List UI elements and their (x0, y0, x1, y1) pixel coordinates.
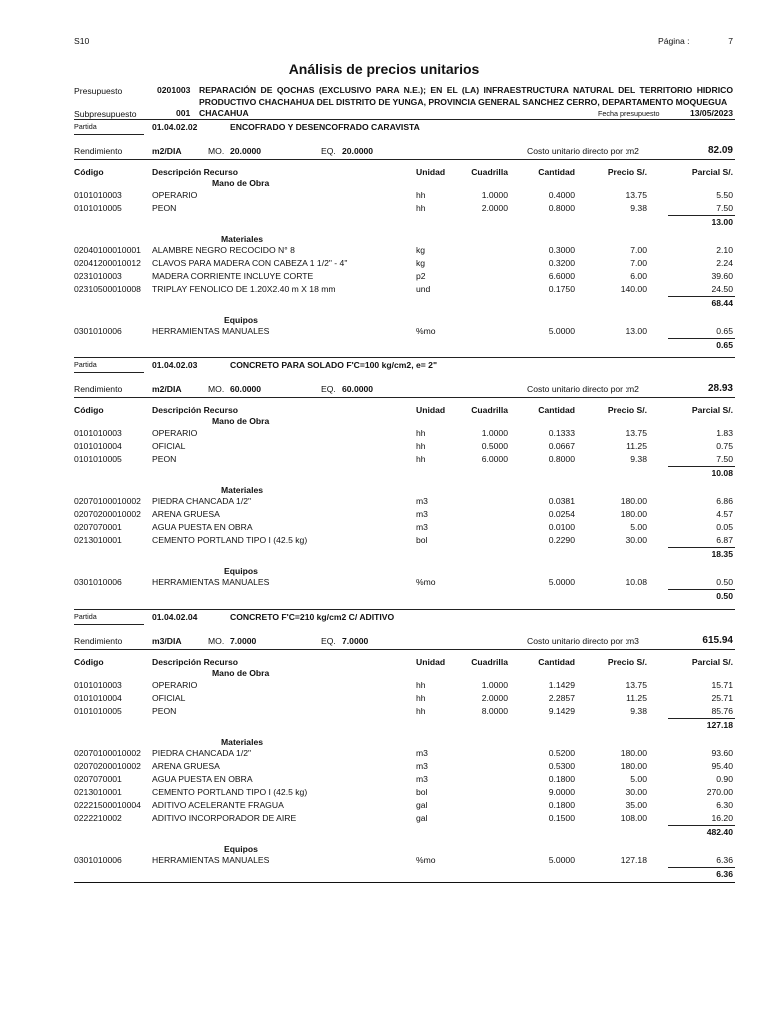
subpresupuesto-name: CHACAHUA (199, 108, 249, 118)
page-number: 7 (728, 36, 733, 46)
mano-obra-row-parcial: 1.83 (716, 428, 733, 438)
material-row-unit: bol (416, 787, 428, 797)
mano-obra-row-cantidad: 1.1429 (548, 680, 575, 690)
costo-rule (404, 397, 735, 398)
material-row-precio: 6.00 (630, 271, 647, 281)
mo-value: 60.0000 (230, 384, 262, 394)
subtotal-rule (668, 215, 735, 216)
col-header-unidad: Unidad (416, 657, 446, 667)
material-row-parcial: 93.60 (711, 748, 733, 758)
page-title: Análisis de precios unitarios (288, 61, 480, 77)
mano-obra-row-unit: hh (416, 441, 426, 451)
partida-name: CONCRETO PARA SOLADO F'C=100 kg/cm2, e= 2" (230, 360, 438, 370)
material-row-precio: 180.00 (620, 761, 647, 771)
mano-obra-row-description: OPERARIO (152, 428, 198, 438)
material-row-cantidad: 0.0381 (548, 496, 575, 506)
material-row-parcial: 4.57 (716, 509, 733, 519)
material-row-precio: 7.00 (630, 258, 647, 268)
material-row-unit: kg (416, 258, 426, 268)
material-row-code: 0207070001 (74, 774, 122, 784)
equipo-row-code: 0301010006 (74, 577, 122, 587)
mano-obra-subtotal: 10.08 (711, 468, 733, 478)
material-row-parcial: 6.87 (716, 535, 733, 545)
eq-label: EQ. (321, 146, 336, 156)
material-row-code: 02070100010002 (74, 496, 141, 506)
material-row-parcial: 2.10 (716, 245, 733, 255)
page-bottom-rule (74, 882, 735, 883)
col-header-descripcion: Descripción Recurso (152, 167, 238, 177)
mo-label: MO. (208, 384, 225, 394)
costo-rule (404, 649, 735, 650)
mano-obra-row-unit: hh (416, 693, 426, 703)
partida-name-rule (74, 134, 144, 135)
material-row-precio: 5.00 (630, 774, 647, 784)
rendimiento-label: Rendimiento (74, 384, 123, 394)
mo-value: 20.0000 (230, 146, 262, 156)
material-row-description: ADITIVO ACELERANTE FRAGUA (152, 800, 284, 810)
material-row-cantidad: 0.3200 (548, 258, 575, 268)
mano-obra-row-unit: hh (416, 706, 426, 716)
material-row-code: 02070200010002 (74, 761, 141, 771)
partida-top-rule (74, 357, 735, 358)
fecha-value: 13/05/2023 (689, 108, 733, 118)
section-equipos: Equipos (224, 566, 258, 576)
partida-name-rule (74, 372, 144, 373)
material-row-code: 02040100010001 (74, 245, 141, 255)
mano-obra-row-cantidad: 0.8000 (548, 454, 575, 464)
material-row-description: ADITIVO INCORPORADOR DE AIRE (152, 813, 297, 823)
section-equipos: Equipos (224, 844, 258, 854)
mano-obra-row-description: PEON (152, 454, 177, 464)
presupuesto-name-line2: PRODUCTIVO CHACHAHUA DEL DISTRITO DE YUNGA, PROVINCIA GENERAL SANCHEZ CERRO, DEPARTAMENTO MOQUEGUA (199, 97, 728, 107)
page-label: Página : (658, 36, 690, 46)
col-header-precio: Precio S/. (607, 405, 647, 415)
material-row-parcial: 16.20 (711, 813, 733, 823)
eq-value: 60.0000 (342, 384, 374, 394)
material-row-code: 02070100010002 (74, 748, 141, 758)
mano-obra-row-precio: 9.38 (630, 706, 647, 716)
mano-obra-row-cuadrilla: 2.0000 (481, 203, 508, 213)
mano-obra-row-parcial: 15.71 (711, 680, 733, 690)
mano-obra-row-cuadrilla: 2.0000 (481, 693, 508, 703)
mano-obra-row-precio: 13.75 (625, 428, 647, 438)
material-row-precio: 180.00 (620, 496, 647, 506)
col-header-cuadrilla: Cuadrilla (471, 167, 508, 177)
material-row-unit: p2 (416, 271, 426, 281)
material-row-precio: 30.00 (625, 787, 647, 797)
materiales-subtotal: 18.35 (711, 549, 733, 559)
equipo-row-precio: 13.00 (625, 326, 647, 336)
mano-obra-row-unit: hh (416, 190, 426, 200)
report-code: S10 (74, 36, 90, 46)
material-row-description: TRIPLAY FENOLICO DE 1.20X2.40 m X 18 mm (152, 284, 336, 294)
material-row-cantidad: 0.3000 (548, 245, 575, 255)
costo-label: Costo unitario directo por : (527, 636, 628, 646)
equipo-row-precio: 10.08 (625, 577, 647, 587)
rendimiento-label: Rendimiento (74, 146, 123, 156)
material-row-precio: 35.00 (625, 800, 647, 810)
material-row-precio: 7.00 (630, 245, 647, 255)
mano-obra-row-code: 0101010003 (74, 680, 122, 690)
col-header-parcial: Parcial S/. (691, 405, 733, 415)
mano-obra-row-code: 0101010003 (74, 428, 122, 438)
equipo-row-unit: %mo (416, 577, 436, 587)
material-row-parcial: 270.00 (706, 787, 733, 797)
mano-obra-row-parcial: 85.76 (711, 706, 733, 716)
mano-obra-row-cantidad: 0.4000 (548, 190, 575, 200)
mano-obra-row-parcial: 0.75 (716, 441, 733, 451)
col-header-codigo: Código (74, 405, 104, 415)
costo-total: 82.09 (707, 145, 733, 156)
material-row-unit: bol (416, 535, 428, 545)
material-row-parcial: 0.05 (716, 522, 733, 532)
section-mano-de-obra: Mano de Obra (212, 668, 270, 678)
material-row-code: 0231010003 (74, 271, 122, 281)
mano-obra-row-cuadrilla: 1.0000 (481, 680, 508, 690)
mano-obra-row-precio: 13.75 (625, 680, 647, 690)
material-row-unit: und (416, 284, 431, 294)
col-header-parcial: Parcial S/. (691, 167, 733, 177)
mano-obra-row-unit: hh (416, 428, 426, 438)
material-row-precio: 180.00 (620, 748, 647, 758)
material-row-parcial: 39.60 (711, 271, 733, 281)
subtotal-rule (668, 296, 735, 297)
subtotal-rule (668, 867, 735, 868)
mano-obra-row-parcial: 5.50 (716, 190, 733, 200)
mano-obra-row-parcial: 7.50 (716, 203, 733, 213)
equipo-row-cantidad: 5.0000 (548, 577, 575, 587)
equipo-row-cantidad: 5.0000 (548, 326, 575, 336)
costo-unit: m2 (627, 384, 639, 394)
equipos-subtotal: 0.50 (716, 591, 733, 601)
section-mano-de-obra: Mano de Obra (212, 416, 270, 426)
mano-obra-row-cuadrilla: 1.0000 (481, 190, 508, 200)
material-row-code: 02041200010012 (74, 258, 141, 268)
eq-label: EQ. (321, 384, 336, 394)
mano-obra-row-cantidad: 2.2857 (548, 693, 575, 703)
rendimiento-rule (74, 397, 406, 398)
material-row-cantidad: 0.0100 (548, 522, 575, 532)
mano-obra-row-code: 0101010005 (74, 706, 122, 716)
presupuesto-code: 0201003 (157, 85, 191, 95)
col-header-codigo: Código (74, 167, 104, 177)
material-row-cantidad: 9.0000 (548, 787, 575, 797)
material-row-unit: gal (416, 800, 428, 810)
material-row-description: CEMENTO PORTLAND TIPO I (42.5 kg) (152, 535, 308, 545)
col-header-parcial: Parcial S/. (691, 657, 733, 667)
col-header-cantidad: Cantidad (538, 405, 575, 415)
partida-label: Partida (74, 122, 97, 131)
equipos-subtotal: 6.36 (716, 869, 733, 879)
col-header-cantidad: Cantidad (538, 657, 575, 667)
mano-obra-row-description: OPERARIO (152, 680, 198, 690)
costo-label: Costo unitario directo por : (527, 146, 628, 156)
material-row-description: AGUA PUESTA EN OBRA (152, 522, 253, 532)
material-row-unit: m3 (416, 748, 428, 758)
material-row-description: ARENA GRUESA (152, 761, 220, 771)
fecha-label: Fecha presupuesto (598, 109, 660, 118)
material-row-unit: gal (416, 813, 428, 823)
mano-obra-row-precio: 9.38 (630, 454, 647, 464)
material-row-description: PIEDRA CHANCADA 1/2" (152, 496, 252, 506)
equipo-row-unit: %mo (416, 326, 436, 336)
material-row-description: ARENA GRUESA (152, 509, 220, 519)
mano-obra-row-cuadrilla: 1.0000 (481, 428, 508, 438)
material-row-code: 0213010001 (74, 787, 122, 797)
material-row-cantidad: 6.6000 (548, 271, 575, 281)
section-mano-de-obra: Mano de Obra (212, 178, 270, 188)
equipo-row-code: 0301010006 (74, 855, 122, 865)
equipo-row-description: HERRAMIENTAS MANUALES (152, 326, 270, 336)
material-row-unit: m3 (416, 522, 428, 532)
material-row-parcial: 0.90 (716, 774, 733, 784)
partida-top-rule (74, 119, 735, 120)
subtotal-rule (668, 825, 735, 826)
mano-obra-row-precio: 11.25 (626, 441, 647, 451)
material-row-description: CEMENTO PORTLAND TIPO I (42.5 kg) (152, 787, 308, 797)
mano-obra-row-precio: 13.75 (625, 190, 647, 200)
subtotal-rule (668, 547, 735, 548)
material-row-code: 02221500010004 (74, 800, 141, 810)
partida-name: ENCOFRADO Y DESENCOFRADO CARAVISTA (230, 122, 420, 132)
mano-obra-row-cantidad: 0.8000 (548, 203, 575, 213)
rendimiento-unit: m3/DIA (152, 636, 182, 646)
col-header-unidad: Unidad (416, 405, 446, 415)
subpresupuesto-code: 001 (176, 108, 191, 118)
partida-label: Partida (74, 360, 97, 369)
material-row-code: 0207070001 (74, 522, 122, 532)
material-row-description: PIEDRA CHANCADA 1/2" (152, 748, 252, 758)
equipo-row-parcial: 0.50 (716, 577, 733, 587)
material-row-cantidad: 0.1800 (548, 800, 575, 810)
eq-value: 20.0000 (342, 146, 374, 156)
mano-obra-row-parcial: 25.71 (711, 693, 733, 703)
mano-obra-row-code: 0101010005 (74, 203, 122, 213)
equipos-subtotal: 0.65 (716, 340, 733, 350)
mano-obra-row-cantidad: 0.1333 (548, 428, 575, 438)
material-row-parcial: 6.86 (716, 496, 733, 506)
material-row-precio: 5.00 (630, 522, 647, 532)
col-header-unidad: Unidad (416, 167, 446, 177)
material-row-cantidad: 0.5300 (548, 761, 575, 771)
mano-obra-row-unit: hh (416, 454, 426, 464)
equipo-row-precio: 127.18 (620, 855, 647, 865)
material-row-cantidad: 0.2290 (548, 535, 575, 545)
costo-total: 28.93 (707, 383, 733, 394)
rendimiento-unit: m2/DIA (152, 146, 182, 156)
subtotal-rule (668, 338, 735, 339)
material-row-precio: 180.00 (620, 509, 647, 519)
partida-code: 01.04.02.03 (152, 360, 198, 370)
material-row-precio: 108.00 (620, 813, 647, 823)
mano-obra-row-code: 0101010004 (74, 693, 122, 703)
section-equipos: Equipos (224, 315, 258, 325)
material-row-parcial: 2.24 (716, 258, 733, 268)
mano-obra-row-cantidad: 0.0667 (548, 441, 575, 451)
material-row-cantidad: 0.0254 (548, 509, 575, 519)
mano-obra-row-description: PEON (152, 706, 177, 716)
materiales-subtotal: 482.40 (706, 827, 733, 837)
material-row-unit: m3 (416, 761, 428, 771)
equipo-row-description: HERRAMIENTAS MANUALES (152, 577, 270, 587)
mano-obra-row-description: PEON (152, 203, 177, 213)
mano-obra-row-unit: hh (416, 203, 426, 213)
mano-obra-row-precio: 11.25 (626, 693, 647, 703)
mano-obra-row-code: 0101010005 (74, 454, 122, 464)
partida-name: CONCRETO F'C=210 kg/cm2 C/ ADITIVO (230, 612, 395, 622)
subpresupuesto-label: Subpresupuesto (74, 109, 137, 119)
col-header-cantidad: Cantidad (538, 167, 575, 177)
subtotal-rule (668, 718, 735, 719)
mo-value: 7.0000 (230, 636, 257, 646)
material-row-precio: 140.00 (620, 284, 647, 294)
section-materiales: Materiales (221, 485, 264, 495)
mano-obra-row-cantidad: 9.1429 (548, 706, 575, 716)
mano-obra-subtotal: 13.00 (711, 217, 733, 227)
partida-code: 01.04.02.02 (152, 122, 198, 132)
presupuesto-label: Presupuesto (74, 86, 123, 96)
col-header-descripcion: Descripción Recurso (152, 657, 238, 667)
mano-obra-row-precio: 9.38 (630, 203, 647, 213)
material-row-parcial: 6.30 (716, 800, 733, 810)
mano-obra-row-code: 0101010004 (74, 441, 122, 451)
rendimiento-unit: m2/DIA (152, 384, 182, 394)
presupuesto-name-line1: REPARACIÓN DE QOCHAS (EXCLUSIVO PARA N.E.); EN EL (LA) INFRAESTRUCTURA NATURAL DEL TERRITORIO HIDRICO (199, 85, 733, 95)
col-header-descripcion: Descripción Recurso (152, 405, 238, 415)
eq-label: EQ. (321, 636, 336, 646)
material-row-description: MADERA CORRIENTE INCLUYE CORTE (152, 271, 314, 281)
mano-obra-row-cuadrilla: 6.0000 (481, 454, 508, 464)
subtotal-rule (668, 466, 735, 467)
material-row-cantidad: 0.5200 (548, 748, 575, 758)
equipo-row-parcial: 6.36 (716, 855, 733, 865)
material-row-parcial: 95.40 (711, 761, 733, 771)
mano-obra-subtotal: 127.18 (706, 720, 733, 730)
subtotal-rule (668, 589, 735, 590)
eq-value: 7.0000 (342, 636, 369, 646)
mano-obra-row-description: OFICIAL (152, 441, 186, 451)
equipo-row-description: HERRAMIENTAS MANUALES (152, 855, 270, 865)
costo-total: 615.94 (702, 635, 733, 646)
col-header-codigo: Código (74, 657, 104, 667)
mano-obra-row-description: OFICIAL (152, 693, 186, 703)
mano-obra-row-parcial: 7.50 (716, 454, 733, 464)
mo-label: MO. (208, 146, 225, 156)
material-row-unit: m3 (416, 509, 428, 519)
mano-obra-row-cuadrilla: 0.5000 (481, 441, 508, 451)
costo-rule (404, 159, 735, 160)
material-row-unit: kg (416, 245, 426, 255)
col-header-cuadrilla: Cuadrilla (471, 657, 508, 667)
mano-obra-row-cuadrilla: 8.0000 (481, 706, 508, 716)
material-row-cantidad: 0.1750 (548, 284, 575, 294)
material-row-code: 02070200010002 (74, 509, 141, 519)
material-row-cantidad: 0.1500 (548, 813, 575, 823)
materiales-subtotal: 68.44 (711, 298, 733, 308)
col-header-precio: Precio S/. (607, 167, 647, 177)
material-row-precio: 30.00 (625, 535, 647, 545)
material-row-code: 02310500010008 (74, 284, 141, 294)
costo-unit: m2 (627, 146, 639, 156)
partida-top-rule (74, 609, 735, 610)
material-row-description: CLAVOS PARA MADERA CON CABEZA 1 1/2" - 4" (152, 258, 348, 268)
material-row-description: ALAMBRE NEGRO RECOCIDO N° 8 (152, 245, 295, 255)
equipo-row-parcial: 0.65 (716, 326, 733, 336)
col-header-precio: Precio S/. (607, 657, 647, 667)
mo-label: MO. (208, 636, 225, 646)
material-row-parcial: 24.50 (711, 284, 733, 294)
equipo-row-code: 0301010006 (74, 326, 122, 336)
equipo-row-cantidad: 5.0000 (548, 855, 575, 865)
partida-code: 01.04.02.04 (152, 612, 198, 622)
section-materiales: Materiales (221, 234, 264, 244)
material-row-cantidad: 0.1800 (548, 774, 575, 784)
material-row-unit: m3 (416, 774, 428, 784)
col-header-cuadrilla: Cuadrilla (471, 405, 508, 415)
material-row-code: 0213010001 (74, 535, 122, 545)
rendimiento-rule (74, 159, 406, 160)
material-row-unit: m3 (416, 496, 428, 506)
equipo-row-unit: %mo (416, 855, 436, 865)
mano-obra-row-code: 0101010003 (74, 190, 122, 200)
section-materiales: Materiales (221, 737, 264, 747)
partida-label: Partida (74, 612, 97, 621)
mano-obra-row-description: OPERARIO (152, 190, 198, 200)
rendimiento-rule (74, 649, 406, 650)
material-row-code: 0222210002 (74, 813, 122, 823)
costo-unit: m3 (627, 636, 639, 646)
partida-name-rule (74, 624, 144, 625)
rendimiento-label: Rendimiento (74, 636, 123, 646)
mano-obra-row-unit: hh (416, 680, 426, 690)
costo-label: Costo unitario directo por : (527, 384, 628, 394)
material-row-description: AGUA PUESTA EN OBRA (152, 774, 253, 784)
